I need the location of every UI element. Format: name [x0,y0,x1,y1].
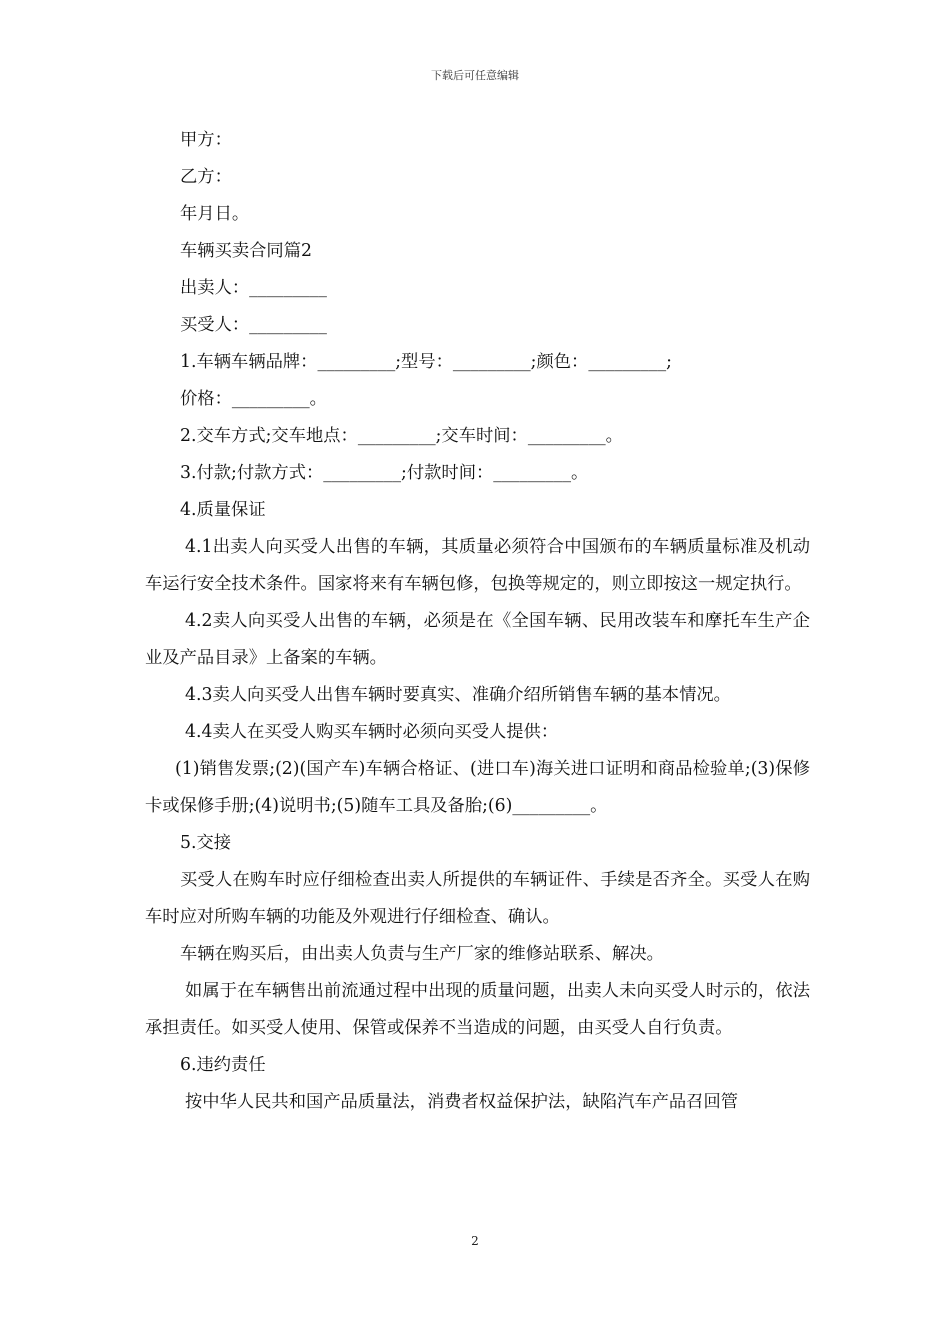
page-header: 下载后可任意编辑 [431,69,519,82]
clause-2-delivery: 2.交车方式;交车地点：_________;交车时间：_________。 [180,426,623,446]
section-title: 车辆买卖合同篇2 [180,241,312,261]
clause-6-heading: 6.违约责任 [180,1055,266,1075]
clause-6-para-1: 按中华人民共和国产品质量法，消费者权益保护法，缺陷汽车产品召回管 [185,1092,739,1112]
clause-4-4: 4.4卖人在买受人购买车辆时必须向买受人提供： [185,722,559,742]
clause-4-heading: 4.质量保证 [180,500,266,520]
clause-4-4-list: (1)销售发票;(2)(国产车)车辆合格证、(进口车)海关进口证明和商品检验单;(3)保修卡或保修手册;(4)说明书;(5)随车工具及备胎;(6)_________。 [145,759,810,816]
party-b-line: 乙方： [180,167,232,187]
page-number: 2 [471,1234,479,1248]
document-body [145,122,810,1121]
date-line: 年月日。 [180,204,250,224]
seller-line: 出卖人：_________ [180,278,327,298]
clause-3-payment: 3.付款;付款方式：_________;付款时间：_________。 [180,463,589,483]
clause-5-para-2: 车辆在购买后，由出卖人负责与生产厂家的维修站联系、解决。 [180,944,664,964]
buyer-line: 买受人：_________ [180,315,327,335]
price-line: 价格：_________。 [180,389,327,409]
clause-4-2: 4.2卖人向买受人出售的车辆，必须是在《全国车辆、民用改装车和摩托车生产企业及产品目录》上备案的车辆。 [145,611,810,668]
clause-5-para-1: 买受人在购车时应仔细检查出卖人所提供的车辆证件、手续是否齐全。买受人在购车时应对所购车辆的功能及外观进行仔细检查、确认。 [145,870,810,927]
clause-1-vehicle: 1.车辆车辆品牌：_________;型号：_________;颜色：_________; [180,352,672,372]
clause-4-3: 4.3卖人向买受人出售车辆时要真实、准确介绍所销售车辆的基本情况。 [185,685,731,705]
clause-5-para-3: 如属于在车辆售出前流通过程中出现的质量问题，出卖人未向买受人时示的，依法承担责任。如买受人使用、保管或保养不当造成的问题，由买受人自行负责。 [145,981,810,1038]
clause-5-heading: 5.交接 [180,833,232,853]
party-a-line: 甲方： [180,130,232,150]
clause-4-1: 4.1出卖人向买受人出售的车辆，其质量必须符合中国颁布的车辆质量标准及机动车运行安全技术条件。国家将来有车辆包修，包换等规定的，则立即按这一规定执行。 [145,537,810,594]
